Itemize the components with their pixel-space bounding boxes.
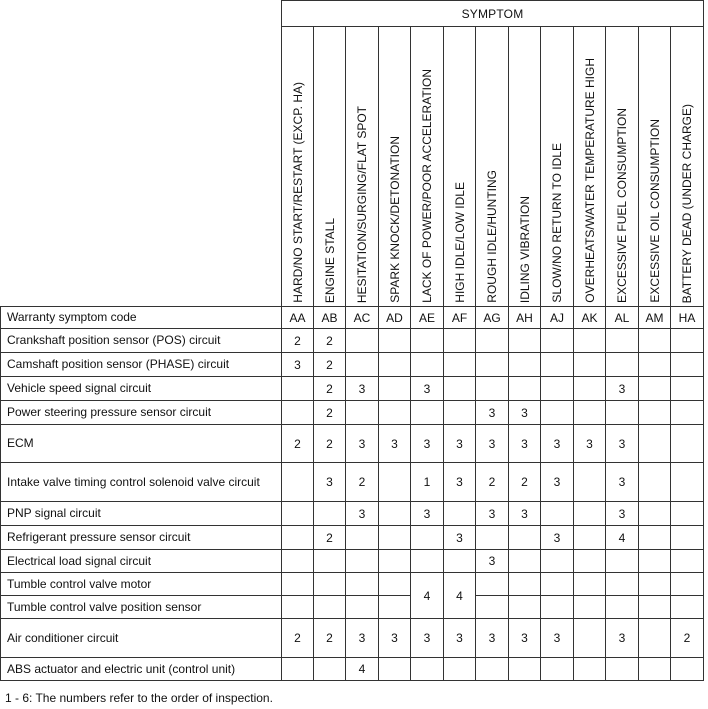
inspection-order-cell	[671, 425, 704, 463]
inspection-order-cell	[282, 573, 314, 596]
table-row	[1, 463, 704, 502]
inspection-order-cell	[282, 658, 314, 681]
inspection-order-cell: 3	[476, 401, 509, 425]
inspection-order-cell	[282, 596, 314, 619]
inspection-order-cell	[379, 377, 411, 401]
inspection-order-cell: 2	[314, 619, 346, 658]
inspection-order-cell	[379, 573, 411, 596]
inspection-order-cell	[346, 526, 379, 550]
inspection-order-cell	[444, 502, 476, 526]
inspection-order-cell: 3	[606, 425, 639, 463]
table-row	[1, 658, 704, 681]
inspection-order-cell	[606, 550, 639, 573]
inspection-order-cell	[606, 353, 639, 377]
inspection-order-cell	[411, 658, 444, 681]
circuit-label: ECM	[1, 425, 282, 463]
inspection-order-cell	[411, 401, 444, 425]
inspection-order-cell: 2	[282, 619, 314, 658]
inspection-order-cell	[282, 550, 314, 573]
warranty-code-cell: AF	[444, 307, 476, 329]
inspection-order-cell: 3	[606, 377, 639, 401]
inspection-order-cell	[314, 550, 346, 573]
inspection-order-cell	[444, 401, 476, 425]
inspection-order-cell	[639, 550, 671, 573]
inspection-order-cell	[574, 377, 606, 401]
inspection-order-cell	[282, 502, 314, 526]
inspection-order-cell: 3	[606, 463, 639, 502]
inspection-order-cell	[671, 550, 704, 573]
circuit-label: Electrical load signal circuit	[1, 550, 282, 573]
inspection-order-cell: 2	[314, 329, 346, 353]
inspection-order-cell	[509, 353, 541, 377]
table-row	[1, 425, 704, 463]
inspection-order-cell: 3	[411, 502, 444, 526]
symptom-column-header	[282, 27, 314, 307]
inspection-order-cell: 3	[509, 502, 541, 526]
inspection-order-cell	[574, 502, 606, 526]
inspection-order-cell	[639, 401, 671, 425]
symptom-column-header	[509, 27, 541, 307]
warranty-code-cell: AK	[574, 307, 606, 329]
symptom-column-header-label: ENGINE STALL	[322, 217, 337, 303]
circuit-label: Tumble control valve position sensor	[1, 596, 282, 619]
inspection-order-cell: 3	[606, 502, 639, 526]
inspection-order-cell	[346, 353, 379, 377]
inspection-order-cell	[606, 401, 639, 425]
inspection-order-cell	[476, 329, 509, 353]
symptom-column-header-label: SLOW/NO RETURN TO IDLE	[550, 143, 564, 303]
symptom-column-header-label: EXCESSIVE FUEL CONSUMPTION	[615, 108, 629, 303]
table-row	[1, 573, 704, 596]
inspection-order-cell	[444, 658, 476, 681]
inspection-order-cell: 2	[346, 463, 379, 502]
symptom-column-header	[411, 27, 444, 307]
inspection-order-cell: 3	[444, 619, 476, 658]
symptom-column-header-label: HARD/NO START/RESTART (EXCP. HA)	[290, 82, 305, 303]
warranty-code-cell: AL	[606, 307, 639, 329]
circuit-label: Vehicle speed signal circuit	[1, 377, 282, 401]
inspection-order-cell: 2	[282, 329, 314, 353]
inspection-order-cell	[574, 596, 606, 619]
inspection-order-cell	[541, 502, 574, 526]
inspection-order-cell	[574, 658, 606, 681]
inspection-order-cell: 3	[444, 526, 476, 550]
inspection-order-cell	[379, 329, 411, 353]
inspection-order-cell	[541, 550, 574, 573]
inspection-order-cell: 3	[314, 463, 346, 502]
inspection-order-cell	[509, 329, 541, 353]
inspection-order-cell	[574, 550, 606, 573]
corner-blank-cell	[1, 1, 282, 307]
inspection-order-cell: 3	[476, 619, 509, 658]
warranty-code-cell: AE	[411, 307, 444, 329]
inspection-order-cell: 2	[314, 353, 346, 377]
inspection-order-cell	[282, 377, 314, 401]
circuit-label: Refrigerant pressure sensor circuit	[1, 526, 282, 550]
inspection-order-cell: 2	[509, 463, 541, 502]
inspection-order-cell: 2	[314, 401, 346, 425]
symptom-column-header-label: ROUGH IDLE/HUNTING	[485, 170, 499, 303]
inspection-order-cell: 3	[541, 619, 574, 658]
symptom-column-header-label: BATTERY DEAD (UNDER CHARGE)	[680, 103, 694, 303]
inspection-order-cell	[606, 573, 639, 596]
inspection-order-cell: 4	[411, 573, 444, 619]
symptom-column-header	[476, 27, 509, 307]
inspection-order-cell	[509, 377, 541, 401]
inspection-order-cell	[476, 573, 509, 596]
symptom-column-header	[379, 27, 411, 307]
inspection-order-cell: 3	[541, 526, 574, 550]
circuit-label: Crankshaft position sensor (POS) circuit	[1, 329, 282, 353]
inspection-order-cell	[476, 596, 509, 619]
inspection-order-cell: 3	[509, 401, 541, 425]
inspection-order-cell	[346, 596, 379, 619]
warranty-code-label: Warranty symptom code	[1, 307, 282, 329]
inspection-order-cell	[671, 526, 704, 550]
matrix-body	[1, 1, 704, 681]
inspection-order-cell: 3	[541, 425, 574, 463]
inspection-order-cell	[574, 526, 606, 550]
circuit-label: PNP signal circuit	[1, 502, 282, 526]
table-row	[1, 329, 704, 353]
warranty-code-cell: AJ	[541, 307, 574, 329]
inspection-order-cell	[379, 550, 411, 573]
inspection-order-cell: 2	[314, 377, 346, 401]
inspection-order-cell	[509, 526, 541, 550]
inspection-order-cell	[671, 329, 704, 353]
inspection-order-cell	[574, 329, 606, 353]
inspection-order-cell	[574, 463, 606, 502]
inspection-order-cell: 3	[379, 425, 411, 463]
symptom-column-header-label: EXCESSIVE OIL CONSUMPTION	[647, 119, 662, 303]
inspection-order-cell: 3	[282, 353, 314, 377]
warranty-code-cell: AA	[282, 307, 314, 329]
symptom-column-header	[671, 27, 704, 307]
inspection-order-cell	[639, 463, 671, 502]
symptom-column-header	[444, 27, 476, 307]
symptom-column-header	[606, 27, 639, 307]
inspection-order-cell	[444, 353, 476, 377]
warranty-code-cell: AD	[379, 307, 411, 329]
symptom-column-header	[574, 27, 606, 307]
inspection-order-cell	[671, 596, 704, 619]
inspection-order-cell: 3	[346, 377, 379, 401]
inspection-order-cell	[639, 619, 671, 658]
symptom-column-header	[541, 27, 574, 307]
inspection-order-cell	[411, 329, 444, 353]
inspection-order-cell: 3	[346, 502, 379, 526]
inspection-order-cell	[671, 502, 704, 526]
inspection-order-cell: 2	[314, 526, 346, 550]
inspection-order-cell: 3	[444, 425, 476, 463]
inspection-order-cell: 3	[411, 425, 444, 463]
inspection-order-cell: 1	[411, 463, 444, 502]
inspection-order-cell: 3	[476, 550, 509, 573]
inspection-order-cell	[606, 596, 639, 619]
symptom-group-header: SYMPTOM	[282, 1, 704, 27]
inspection-order-cell: 2	[671, 619, 704, 658]
symptom-column-header-label: HESITATION/SURGING/FLAT SPOT	[355, 105, 369, 303]
table-row	[1, 502, 704, 526]
inspection-order-cell	[639, 425, 671, 463]
inspection-order-cell	[671, 401, 704, 425]
inspection-order-cell: 3	[509, 425, 541, 463]
table-row	[1, 353, 704, 377]
warranty-code-cell: AC	[346, 307, 379, 329]
table-row	[1, 596, 704, 619]
symptom-column-header-label: LACK OF POWER/POOR ACCELERATION	[420, 69, 434, 303]
inspection-order-cell	[476, 658, 509, 681]
inspection-order-cell	[282, 463, 314, 502]
warranty-code-row	[1, 307, 704, 329]
warranty-code-cell: AH	[509, 307, 541, 329]
inspection-order-cell	[476, 377, 509, 401]
inspection-order-cell	[314, 573, 346, 596]
inspection-order-cell: 3	[346, 619, 379, 658]
circuit-label: Tumble control valve motor	[1, 573, 282, 596]
inspection-order-cell	[574, 401, 606, 425]
inspection-order-cell	[411, 353, 444, 377]
inspection-order-cell	[671, 377, 704, 401]
inspection-order-cell: 4	[606, 526, 639, 550]
inspection-order-cell	[476, 526, 509, 550]
inspection-order-cell: 3	[476, 502, 509, 526]
inspection-order-cell	[444, 329, 476, 353]
inspection-order-cell	[314, 596, 346, 619]
inspection-order-cell	[282, 526, 314, 550]
inspection-order-cell: 2	[282, 425, 314, 463]
inspection-order-cell: 3	[346, 425, 379, 463]
symptom-column-header-label: IDLING VIBRATION	[517, 195, 532, 303]
symptom-column-header-label: OVERHEATS/WATER TEMPERATURE HIGH	[582, 58, 597, 303]
inspection-order-cell	[639, 658, 671, 681]
table-row	[1, 377, 704, 401]
inspection-order-cell	[346, 573, 379, 596]
inspection-order-cell	[379, 463, 411, 502]
inspection-order-cell	[379, 401, 411, 425]
circuit-label: Air conditioner circuit	[1, 619, 282, 658]
inspection-order-cell	[639, 353, 671, 377]
inspection-order-cell	[639, 502, 671, 526]
inspection-order-cell	[314, 658, 346, 681]
inspection-order-cell	[509, 550, 541, 573]
inspection-order-cell: 3	[444, 463, 476, 502]
inspection-order-cell	[639, 573, 671, 596]
inspection-order-cell	[346, 329, 379, 353]
inspection-order-cell	[444, 377, 476, 401]
inspection-order-cell	[509, 573, 541, 596]
inspection-order-cell	[476, 353, 509, 377]
group-header-row	[1, 1, 704, 27]
inspection-order-cell	[379, 353, 411, 377]
footnote: 1 - 6: The numbers refer to the order of inspection.	[5, 691, 273, 705]
table-row	[1, 550, 704, 573]
inspection-order-cell	[541, 658, 574, 681]
inspection-order-cell	[574, 353, 606, 377]
inspection-order-cell: 3	[476, 425, 509, 463]
inspection-order-cell: 4	[444, 573, 476, 619]
circuit-label: Camshaft position sensor (PHASE) circuit	[1, 353, 282, 377]
inspection-order-cell	[411, 526, 444, 550]
warranty-code-cell: HA	[671, 307, 704, 329]
warranty-code-cell: AB	[314, 307, 346, 329]
inspection-order-cell	[411, 550, 444, 573]
inspection-order-cell	[314, 502, 346, 526]
inspection-order-cell	[379, 658, 411, 681]
inspection-order-cell: 3	[509, 619, 541, 658]
circuit-label: ABS actuator and electric unit (control unit)	[1, 658, 282, 681]
inspection-order-cell	[606, 658, 639, 681]
inspection-order-cell: 3	[411, 377, 444, 401]
symptom-column-header-label: SPARK KNOCK/DETONATION	[387, 136, 402, 303]
inspection-order-cell	[509, 658, 541, 681]
inspection-order-cell	[671, 353, 704, 377]
table-row	[1, 401, 704, 425]
warranty-code-cell: AM	[639, 307, 671, 329]
inspection-order-cell: 3	[541, 463, 574, 502]
inspection-order-cell	[346, 401, 379, 425]
inspection-order-cell	[574, 573, 606, 596]
inspection-order-cell	[541, 401, 574, 425]
warranty-code-cell: AG	[476, 307, 509, 329]
circuit-label: Intake valve timing control solenoid valve circuit	[1, 463, 282, 502]
inspection-order-cell	[639, 596, 671, 619]
symptom-column-header	[346, 27, 379, 307]
inspection-order-cell	[541, 596, 574, 619]
inspection-order-cell	[639, 377, 671, 401]
inspection-order-cell	[509, 596, 541, 619]
inspection-order-cell	[541, 573, 574, 596]
inspection-order-cell	[639, 329, 671, 353]
inspection-order-cell: 2	[476, 463, 509, 502]
symptom-column-header	[639, 27, 671, 307]
inspection-order-cell	[379, 526, 411, 550]
inspection-order-cell	[379, 596, 411, 619]
inspection-order-cell: 3	[606, 619, 639, 658]
inspection-order-cell	[541, 377, 574, 401]
inspection-order-cell: 4	[346, 658, 379, 681]
inspection-order-cell: 2	[314, 425, 346, 463]
inspection-order-cell	[541, 353, 574, 377]
inspection-order-cell: 3	[379, 619, 411, 658]
inspection-order-cell: 3	[411, 619, 444, 658]
circuit-label: Power steering pressure sensor circuit	[1, 401, 282, 425]
table-row	[1, 526, 704, 550]
symptom-column-header-label: HIGH IDLE/LOW IDLE	[452, 182, 467, 303]
inspection-order-cell	[671, 658, 704, 681]
inspection-order-cell	[282, 401, 314, 425]
symptom-column-header	[314, 27, 346, 307]
inspection-order-cell	[606, 329, 639, 353]
table-row	[1, 619, 704, 658]
inspection-order-cell	[639, 526, 671, 550]
inspection-order-cell	[541, 329, 574, 353]
inspection-order-cell	[379, 502, 411, 526]
inspection-order-cell	[574, 619, 606, 658]
inspection-order-cell	[671, 573, 704, 596]
inspection-order-cell	[444, 550, 476, 573]
inspection-order-cell	[346, 550, 379, 573]
inspection-order-cell	[671, 463, 704, 502]
inspection-order-cell: 3	[574, 425, 606, 463]
